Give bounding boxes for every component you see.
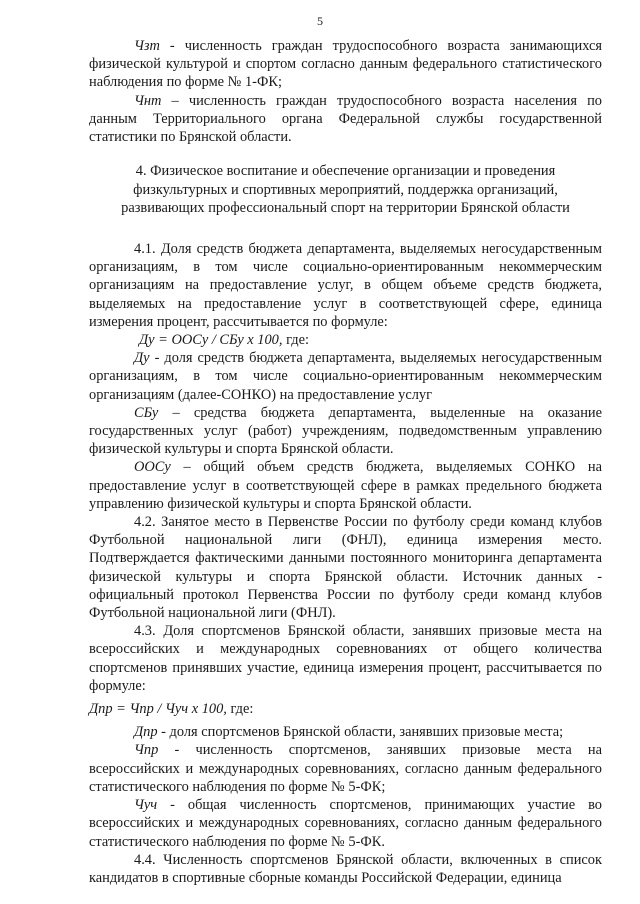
formula-dpr-tail: где: — [226, 701, 254, 718]
paragraph-4-4: 4.4. Численность спортсменов Брянской области, включенных в список кандидатов в спортивные сборные команды Российской Федерации, единица — [89, 851, 602, 886]
definition-chnt-text: – численность граждан трудоспособного возраста населения по данным Территориального органа Федеральной службы государственной статистики по Брянской области. — [89, 92, 602, 146]
formula-du-tail: где: — [282, 332, 309, 349]
section-heading-line-1: 4. Физическое воспитание и обеспечение организации и проведения — [135, 163, 556, 180]
formula-du — [89, 331, 602, 349]
formula-dpr-expression: Дпр = Чпр / Чуч х 100, — [89, 701, 227, 718]
definition-chpr-text: - численность спортсменов, занявших призовые места на всероссийских и международных соревнованиях, согласно данным федерального статистического наблюдения по форме № 5-ФК; — [89, 742, 602, 795]
section-heading — [89, 162, 602, 218]
page-number: 5 — [317, 14, 323, 28]
definition-oosu-text: – общий объем средств бюджета, выделяемых СОНКО на предоставление услуг в соответствующей сфере в рамках предельного бюджета управлению физической культуры и спорта Брянской области. — [89, 459, 602, 512]
definition-sbu-text: – средства бюджета департамента, выделенные на оказание государственных услуг (работ) учреждениям, подведомственным управлению физической культуры и спорта Брянской области. — [89, 404, 602, 458]
document-body — [89, 37, 602, 887]
definition-sbu — [89, 404, 602, 459]
term-oosu: ООСу — [134, 459, 171, 476]
definition-chpr — [89, 741, 602, 796]
term-du: Ду — [134, 350, 150, 367]
definition-chzt-text: - численность граждан трудоспособного возраста занимающихся физической культурой и спортом согласно данным федерального статистического наблюдения по форме № 1-ФК; — [89, 38, 602, 91]
definition-chuch — [89, 796, 602, 851]
term-dpr: Дпр — [134, 724, 158, 741]
definition-dpr-text: - доля спортсменов Брянской области, занявших призовые места; — [157, 724, 564, 741]
definition-du — [89, 349, 602, 404]
paragraph-4-1: 4.1. Доля средств бюджета департамента, выделяемых негосударственным организациям, в том числе социально-ориентированным некоммерческим организациям на предоставление услуг, в общем объеме средств бюджета, выделяемых на предоставление услуг в соответствующей сфере, единица измерения процент, рассчитывается по формуле: — [89, 241, 602, 330]
term-chpr: Чпр — [134, 742, 159, 759]
paragraph-4-2: 4.2. Занятое место в Первенстве России по футболу среди команд клубов Футбольной национальной лиги (ФНЛ), единица измерения место. Подтверждается фактическими данными постоянного мониторинга департамента физической культуры и спорта Брянской области. Источник данных - официальный протокол Первенства России по футболу среди команд клубов Футбольной национальной лиги (ФНЛ). — [89, 514, 602, 622]
paragraph-4-3: 4.3. Доля спортсменов Брянской области, занявших призовые места на всероссийских и международных соревнованиях от общего количества спортсменов принявших участие, единица измерения процент, рассчитывается по формуле: — [89, 623, 602, 694]
term-chuch: Чуч — [134, 797, 158, 814]
formula-du-expression: Ду = ООСу / СБу х 100, — [139, 332, 283, 349]
formula-dpr — [89, 700, 602, 718]
definition-chuch-text: - общая численность спортсменов, принимающих участие во всероссийских и международных соревнованиях, согласно данным федерального статистического наблюдения по форме № 5-ФК. — [89, 797, 602, 850]
section-heading-line-3: развивающих профессиональный спорт на территории Брянской области — [121, 200, 570, 217]
term-chzt: Чзт — [134, 38, 160, 54]
definition-chnt — [89, 92, 602, 147]
definition-oosu — [89, 458, 602, 513]
definition-dpr — [89, 723, 602, 741]
term-chnt: Чнт — [134, 92, 162, 109]
definition-du-text: - доля средств бюджета департамента, выделяемых негосударственным организациям, в том числе социально-ориентированным некоммерческим организациям (далее-СОНКО) на предоставление услуг — [89, 350, 602, 403]
definition-chzt — [89, 37, 602, 92]
term-sbu: СБу — [134, 404, 159, 421]
section-heading-line-2: физкультурных и спортивных мероприятий, поддержка организаций, — [133, 181, 558, 198]
